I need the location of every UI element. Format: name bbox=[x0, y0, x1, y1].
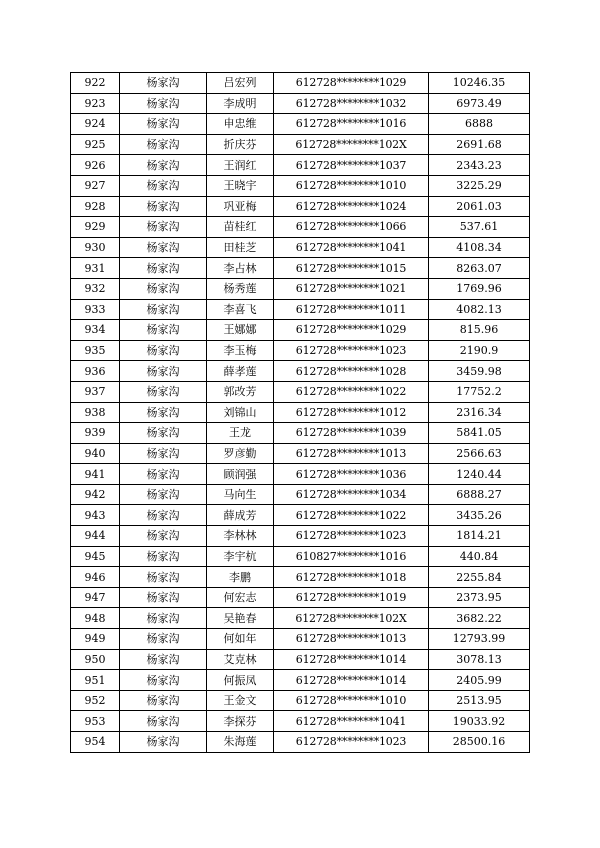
table-row bbox=[71, 484, 530, 505]
table-row bbox=[71, 629, 530, 650]
table-row bbox=[71, 423, 530, 444]
village-cell: 杨家沟 bbox=[120, 320, 207, 341]
amount-cell: 2691.68 bbox=[429, 134, 530, 155]
id-number-cell: 612728********102X bbox=[274, 134, 429, 155]
amount-cell: 2513.95 bbox=[429, 690, 530, 711]
village-cell: 杨家沟 bbox=[120, 690, 207, 711]
amount-cell: 537.61 bbox=[429, 217, 530, 238]
id-number-cell: 612728********1036 bbox=[274, 464, 429, 485]
amount-cell: 2405.99 bbox=[429, 670, 530, 691]
person-name-cell: 艾克林 bbox=[207, 649, 274, 670]
id-number-cell: 612728********1012 bbox=[274, 402, 429, 423]
person-name-cell: 李成明 bbox=[207, 93, 274, 114]
village-cell: 杨家沟 bbox=[120, 649, 207, 670]
village-cell: 杨家沟 bbox=[120, 567, 207, 588]
id-number-cell: 612728********1029 bbox=[274, 320, 429, 341]
row-number-cell: 925 bbox=[71, 134, 120, 155]
id-number-cell: 612728********1010 bbox=[274, 690, 429, 711]
table-row bbox=[71, 93, 530, 114]
village-cell: 杨家沟 bbox=[120, 93, 207, 114]
village-cell: 杨家沟 bbox=[120, 196, 207, 217]
person-name-cell: 田桂芝 bbox=[207, 237, 274, 258]
person-name-cell: 吕宏列 bbox=[207, 73, 274, 94]
table-row bbox=[71, 155, 530, 176]
table-row bbox=[71, 258, 530, 279]
id-number-cell: 612728********1032 bbox=[274, 93, 429, 114]
id-number-cell: 612728********1029 bbox=[274, 73, 429, 94]
table-row bbox=[71, 546, 530, 567]
id-number-cell: 610827********1016 bbox=[274, 546, 429, 567]
row-number-cell: 953 bbox=[71, 711, 120, 732]
amount-cell: 28500.16 bbox=[429, 732, 530, 753]
person-name-cell: 马向生 bbox=[207, 484, 274, 505]
person-name-cell: 巩亚梅 bbox=[207, 196, 274, 217]
row-number-cell: 952 bbox=[71, 690, 120, 711]
person-name-cell: 李鹏 bbox=[207, 567, 274, 588]
village-cell: 杨家沟 bbox=[120, 629, 207, 650]
table-row bbox=[71, 299, 530, 320]
row-number-cell: 937 bbox=[71, 381, 120, 402]
id-number-cell: 612728********1037 bbox=[274, 155, 429, 176]
row-number-cell: 951 bbox=[71, 670, 120, 691]
row-number-cell: 928 bbox=[71, 196, 120, 217]
village-cell: 杨家沟 bbox=[120, 732, 207, 753]
village-cell: 杨家沟 bbox=[120, 587, 207, 608]
row-number-cell: 934 bbox=[71, 320, 120, 341]
id-number-cell: 612728********1022 bbox=[274, 381, 429, 402]
person-name-cell: 王晓宇 bbox=[207, 175, 274, 196]
village-cell: 杨家沟 bbox=[120, 381, 207, 402]
person-name-cell: 王润红 bbox=[207, 155, 274, 176]
table-row bbox=[71, 73, 530, 94]
village-cell: 杨家沟 bbox=[120, 546, 207, 567]
id-number-cell: 612728********1018 bbox=[274, 567, 429, 588]
row-number-cell: 950 bbox=[71, 649, 120, 670]
person-name-cell: 李探芬 bbox=[207, 711, 274, 732]
village-cell: 杨家沟 bbox=[120, 114, 207, 135]
person-name-cell: 薛孝莲 bbox=[207, 361, 274, 382]
village-cell: 杨家沟 bbox=[120, 258, 207, 279]
id-number-cell: 612728********1011 bbox=[274, 299, 429, 320]
amount-cell: 3459.98 bbox=[429, 361, 530, 382]
village-cell: 杨家沟 bbox=[120, 464, 207, 485]
table-row bbox=[71, 526, 530, 547]
row-number-cell: 930 bbox=[71, 237, 120, 258]
amount-cell: 1769.96 bbox=[429, 278, 530, 299]
id-number-cell: 612728********102X bbox=[274, 608, 429, 629]
table-row bbox=[71, 443, 530, 464]
amount-cell: 3078.13 bbox=[429, 649, 530, 670]
amount-cell: 440.84 bbox=[429, 546, 530, 567]
amount-cell: 5841.05 bbox=[429, 423, 530, 444]
table-row bbox=[71, 464, 530, 485]
table-row bbox=[71, 402, 530, 423]
amount-cell: 6888 bbox=[429, 114, 530, 135]
village-cell: 杨家沟 bbox=[120, 299, 207, 320]
row-number-cell: 931 bbox=[71, 258, 120, 279]
village-cell: 杨家沟 bbox=[120, 423, 207, 444]
id-number-cell: 612728********1016 bbox=[274, 114, 429, 135]
row-number-cell: 944 bbox=[71, 526, 120, 547]
village-cell: 杨家沟 bbox=[120, 443, 207, 464]
amount-cell: 19033.92 bbox=[429, 711, 530, 732]
row-number-cell: 926 bbox=[71, 155, 120, 176]
data-table bbox=[70, 72, 530, 753]
amount-cell: 3682.22 bbox=[429, 608, 530, 629]
amount-cell: 815.96 bbox=[429, 320, 530, 341]
id-number-cell: 612728********1022 bbox=[274, 505, 429, 526]
table-row bbox=[71, 649, 530, 670]
village-cell: 杨家沟 bbox=[120, 175, 207, 196]
amount-cell: 1240.44 bbox=[429, 464, 530, 485]
village-cell: 杨家沟 bbox=[120, 237, 207, 258]
person-name-cell: 李占林 bbox=[207, 258, 274, 279]
village-cell: 杨家沟 bbox=[120, 670, 207, 691]
person-name-cell: 苗桂红 bbox=[207, 217, 274, 238]
village-cell: 杨家沟 bbox=[120, 526, 207, 547]
id-number-cell: 612728********1041 bbox=[274, 237, 429, 258]
table-row bbox=[71, 278, 530, 299]
village-cell: 杨家沟 bbox=[120, 484, 207, 505]
table-row bbox=[71, 217, 530, 238]
table-row bbox=[71, 505, 530, 526]
row-number-cell: 938 bbox=[71, 402, 120, 423]
row-number-cell: 947 bbox=[71, 587, 120, 608]
table-row bbox=[71, 340, 530, 361]
id-number-cell: 612728********1010 bbox=[274, 175, 429, 196]
person-name-cell: 李林林 bbox=[207, 526, 274, 547]
person-name-cell: 李喜飞 bbox=[207, 299, 274, 320]
person-name-cell: 何如年 bbox=[207, 629, 274, 650]
id-number-cell: 612728********1039 bbox=[274, 423, 429, 444]
id-number-cell: 612728********1021 bbox=[274, 278, 429, 299]
id-number-cell: 612728********1014 bbox=[274, 670, 429, 691]
row-number-cell: 936 bbox=[71, 361, 120, 382]
row-number-cell: 927 bbox=[71, 175, 120, 196]
id-number-cell: 612728********1028 bbox=[274, 361, 429, 382]
person-name-cell: 罗彦勤 bbox=[207, 443, 274, 464]
id-number-cell: 612728********1034 bbox=[274, 484, 429, 505]
row-number-cell: 922 bbox=[71, 73, 120, 94]
amount-cell: 6888.27 bbox=[429, 484, 530, 505]
table-row bbox=[71, 196, 530, 217]
row-number-cell: 945 bbox=[71, 546, 120, 567]
person-name-cell: 薛成芳 bbox=[207, 505, 274, 526]
person-name-cell: 杨秀莲 bbox=[207, 278, 274, 299]
amount-cell: 4082.13 bbox=[429, 299, 530, 320]
person-name-cell: 王金文 bbox=[207, 690, 274, 711]
amount-cell: 2566.63 bbox=[429, 443, 530, 464]
amount-cell: 2061.03 bbox=[429, 196, 530, 217]
table-row bbox=[71, 587, 530, 608]
amount-cell: 1814.21 bbox=[429, 526, 530, 547]
table-row bbox=[71, 320, 530, 341]
person-name-cell: 何宏志 bbox=[207, 587, 274, 608]
village-cell: 杨家沟 bbox=[120, 340, 207, 361]
village-cell: 杨家沟 bbox=[120, 608, 207, 629]
id-number-cell: 612728********1023 bbox=[274, 526, 429, 547]
person-name-cell: 郭改芳 bbox=[207, 381, 274, 402]
village-cell: 杨家沟 bbox=[120, 217, 207, 238]
table-row bbox=[71, 175, 530, 196]
village-cell: 杨家沟 bbox=[120, 505, 207, 526]
table-row bbox=[71, 361, 530, 382]
table-row bbox=[71, 670, 530, 691]
row-number-cell: 935 bbox=[71, 340, 120, 361]
village-cell: 杨家沟 bbox=[120, 361, 207, 382]
id-number-cell: 612728********1041 bbox=[274, 711, 429, 732]
row-number-cell: 933 bbox=[71, 299, 120, 320]
village-cell: 杨家沟 bbox=[120, 134, 207, 155]
person-name-cell: 李宇杭 bbox=[207, 546, 274, 567]
table-row bbox=[71, 608, 530, 629]
id-number-cell: 612728********1024 bbox=[274, 196, 429, 217]
row-number-cell: 941 bbox=[71, 464, 120, 485]
person-name-cell: 王龙 bbox=[207, 423, 274, 444]
table-row bbox=[71, 114, 530, 135]
amount-cell: 2190.9 bbox=[429, 340, 530, 361]
amount-cell: 2316.34 bbox=[429, 402, 530, 423]
row-number-cell: 940 bbox=[71, 443, 120, 464]
amount-cell: 2255.84 bbox=[429, 567, 530, 588]
amount-cell: 10246.35 bbox=[429, 73, 530, 94]
person-name-cell: 顾润强 bbox=[207, 464, 274, 485]
person-name-cell: 吴艳春 bbox=[207, 608, 274, 629]
amount-cell: 2373.95 bbox=[429, 587, 530, 608]
table-row bbox=[71, 237, 530, 258]
row-number-cell: 942 bbox=[71, 484, 120, 505]
id-number-cell: 612728********1013 bbox=[274, 629, 429, 650]
amount-cell: 8263.07 bbox=[429, 258, 530, 279]
table-row bbox=[71, 567, 530, 588]
person-name-cell: 刘锦山 bbox=[207, 402, 274, 423]
person-name-cell: 折庆芬 bbox=[207, 134, 274, 155]
row-number-cell: 943 bbox=[71, 505, 120, 526]
person-name-cell: 王娜娜 bbox=[207, 320, 274, 341]
amount-cell: 3225.29 bbox=[429, 175, 530, 196]
row-number-cell: 946 bbox=[71, 567, 120, 588]
amount-cell: 2343.23 bbox=[429, 155, 530, 176]
amount-cell: 17752.2 bbox=[429, 381, 530, 402]
row-number-cell: 954 bbox=[71, 732, 120, 753]
person-name-cell: 何振凤 bbox=[207, 670, 274, 691]
table-row bbox=[71, 711, 530, 732]
table-row bbox=[71, 134, 530, 155]
village-cell: 杨家沟 bbox=[120, 711, 207, 732]
person-name-cell: 朱海莲 bbox=[207, 732, 274, 753]
id-number-cell: 612728********1023 bbox=[274, 732, 429, 753]
row-number-cell: 939 bbox=[71, 423, 120, 444]
person-name-cell: 李玉梅 bbox=[207, 340, 274, 361]
row-number-cell: 932 bbox=[71, 278, 120, 299]
table-row bbox=[71, 690, 530, 711]
village-cell: 杨家沟 bbox=[120, 402, 207, 423]
id-number-cell: 612728********1023 bbox=[274, 340, 429, 361]
amount-cell: 6973.49 bbox=[429, 93, 530, 114]
row-number-cell: 924 bbox=[71, 114, 120, 135]
person-name-cell: 申忠维 bbox=[207, 114, 274, 135]
amount-cell: 3435.26 bbox=[429, 505, 530, 526]
village-cell: 杨家沟 bbox=[120, 155, 207, 176]
row-number-cell: 923 bbox=[71, 93, 120, 114]
row-number-cell: 948 bbox=[71, 608, 120, 629]
row-number-cell: 929 bbox=[71, 217, 120, 238]
row-number-cell: 949 bbox=[71, 629, 120, 650]
village-cell: 杨家沟 bbox=[120, 73, 207, 94]
village-cell: 杨家沟 bbox=[120, 278, 207, 299]
amount-cell: 12793.99 bbox=[429, 629, 530, 650]
id-number-cell: 612728********1015 bbox=[274, 258, 429, 279]
table-row bbox=[71, 381, 530, 402]
amount-cell: 4108.34 bbox=[429, 237, 530, 258]
id-number-cell: 612728********1013 bbox=[274, 443, 429, 464]
table-row bbox=[71, 732, 530, 753]
id-number-cell: 612728********1019 bbox=[274, 587, 429, 608]
table-body bbox=[71, 73, 530, 753]
id-number-cell: 612728********1014 bbox=[274, 649, 429, 670]
id-number-cell: 612728********1066 bbox=[274, 217, 429, 238]
